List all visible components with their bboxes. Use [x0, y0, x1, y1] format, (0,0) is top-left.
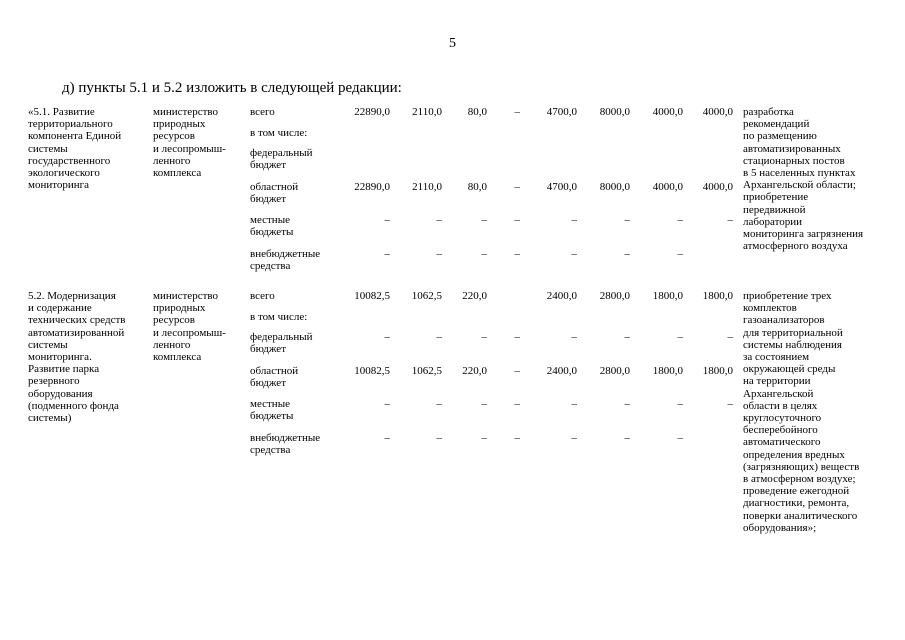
funding-source-line: в том числе:	[250, 127, 308, 139]
funding-value: –	[436, 331, 442, 343]
funding-value: 1800,0	[702, 290, 733, 302]
funding-source	[250, 127, 350, 139]
funding-value: –	[481, 248, 487, 260]
funding-source	[250, 147, 350, 171]
funding-value: 1062,5	[411, 290, 442, 302]
funding-source-line: бюджеты	[250, 226, 294, 239]
funding-value: –	[436, 398, 442, 410]
item-result-line: в 5 населенных пунктах	[743, 167, 856, 180]
item-name-line: и содержание	[28, 302, 92, 315]
funding-value: 1800,0	[652, 290, 683, 302]
funding-value: –	[481, 214, 487, 226]
item-name-line: мониторинга	[28, 179, 90, 192]
item-name-line: государственного	[28, 154, 111, 167]
funding-value: 80,0	[467, 181, 487, 193]
funding-source-line: бюджет	[250, 377, 286, 390]
funding-value: 2800,0	[599, 290, 630, 302]
funding-value: –	[571, 432, 577, 444]
funding-source-line: областной	[250, 365, 299, 377]
item-name-line: оборудования	[28, 387, 93, 400]
item-result-line: разработка	[743, 106, 794, 118]
funding-source-line: внебюджетные	[250, 432, 321, 444]
item-executor-line: ленного	[153, 154, 191, 167]
funding-value: –	[624, 214, 630, 226]
funding-value: –	[624, 248, 630, 260]
funding-value: –	[514, 181, 520, 193]
funding-source-line: областной	[250, 181, 299, 193]
item-result-line: газоанализаторов	[743, 314, 825, 327]
funding-value: –	[436, 432, 442, 444]
funding-source	[250, 290, 350, 302]
funding-source	[250, 106, 350, 118]
item-result-line: приобретение трех	[743, 290, 832, 302]
funding-value: –	[384, 432, 390, 444]
funding-source-line: местные	[250, 214, 290, 226]
item-name-line: технических средств	[28, 314, 126, 327]
funding-source	[250, 181, 350, 205]
funding-value: –	[727, 331, 733, 343]
item-name-line: резервного	[28, 375, 80, 388]
item-executor-line: комплекса	[153, 167, 202, 180]
funding-source	[250, 398, 350, 422]
item-executor	[153, 106, 245, 179]
funding-source-line: бюджет	[250, 343, 286, 356]
page-number: 5	[449, 36, 456, 51]
funding-value: –	[677, 214, 683, 226]
item-name-line: 5.2. Модернизация	[28, 290, 116, 302]
item-name	[28, 290, 148, 424]
funding-value: –	[384, 248, 390, 260]
item-result-line: комплектов	[743, 302, 797, 315]
funding-value: 1800,0	[702, 365, 733, 377]
item-executor-line: ресурсов	[153, 130, 195, 143]
item-result-line: определения вредных	[743, 448, 845, 461]
item-executor-line: и лесопромыш-	[153, 326, 226, 339]
item-executor-line: министерство	[153, 106, 219, 118]
funding-source-line: федеральный	[250, 331, 313, 343]
item-name-line: территориального	[28, 118, 113, 131]
funding-value: –	[481, 398, 487, 410]
item-name-line: мониторинга.	[28, 351, 92, 364]
amendment-intro: д) пункты 5.1 и 5.2 изложить в следующей редакции:	[62, 80, 402, 96]
funding-value: 220,0	[462, 290, 487, 302]
funding-value: –	[436, 248, 442, 260]
funding-value: –	[677, 248, 683, 260]
funding-source-line: всего	[250, 290, 275, 302]
funding-value: –	[677, 432, 683, 444]
funding-value: –	[677, 398, 683, 410]
item-result-line: лаборатории	[743, 215, 803, 228]
funding-value: 4700,0	[546, 106, 577, 118]
item-result-line: области в целях	[743, 399, 818, 412]
item-name-line: системы	[28, 338, 68, 351]
funding-value: –	[514, 398, 520, 410]
item-result-line: мониторинга загрязнения	[743, 228, 864, 241]
funding-value: 4000,0	[702, 106, 733, 118]
item-executor-line: и лесопромыш-	[153, 142, 226, 155]
funding-source-line: бюджет	[250, 159, 286, 172]
item-name-line: автоматизированной	[28, 326, 125, 339]
funding-value: –	[727, 214, 733, 226]
funding-value: –	[514, 331, 520, 343]
funding-value: –	[514, 248, 520, 260]
funding-value: –	[624, 331, 630, 343]
funding-value: –	[481, 432, 487, 444]
funding-source-line: средства	[250, 444, 291, 457]
funding-source	[250, 432, 350, 456]
funding-value: –	[436, 214, 442, 226]
item-name-line: компонента Единой	[28, 130, 122, 143]
funding-source-line: бюджет	[250, 193, 286, 206]
funding-value: 8000,0	[599, 181, 630, 193]
funding-value: –	[571, 331, 577, 343]
item-result-line: автоматического	[743, 436, 821, 449]
funding-value: –	[384, 214, 390, 226]
funding-value: –	[624, 398, 630, 410]
funding-source	[250, 331, 350, 355]
funding-source	[250, 248, 350, 272]
item-result-line: бесперебойного	[743, 424, 818, 437]
funding-source	[250, 214, 350, 238]
funding-value: –	[384, 331, 390, 343]
funding-value: 80,0	[467, 106, 487, 118]
funding-value: 220,0	[462, 365, 487, 377]
item-result-line: системы наблюдения	[743, 338, 842, 351]
funding-value: –	[514, 106, 520, 118]
item-executor-line: комплекса	[153, 351, 202, 364]
funding-value: 2110,0	[412, 106, 442, 118]
item-result-line: атмосферного воздуха	[743, 240, 848, 253]
funding-value: 4000,0	[652, 106, 683, 118]
funding-value: 4700,0	[546, 181, 577, 193]
item-result-line: для территориальной	[743, 326, 843, 339]
item-name-line: (подменного фонда	[28, 399, 119, 412]
funding-value: –	[677, 331, 683, 343]
item-executor-line: ленного	[153, 338, 191, 351]
funding-source-line: бюджеты	[250, 410, 294, 423]
funding-source	[250, 365, 350, 389]
funding-value: 2400,0	[546, 365, 577, 377]
funding-value: 2800,0	[599, 365, 630, 377]
funding-value: 10082,5	[354, 290, 390, 302]
funding-source-line: местные	[250, 398, 290, 410]
funding-value: –	[384, 398, 390, 410]
funding-value: 4000,0	[702, 181, 733, 193]
item-executor-line: природных	[153, 302, 206, 315]
item-result	[743, 290, 893, 534]
item-result-line: по размещению	[743, 130, 817, 143]
item-name	[28, 106, 148, 191]
item-result-line: проведение ежегодной	[743, 485, 850, 498]
funding-value: –	[727, 398, 733, 410]
item-result-line: оборудования»;	[743, 521, 817, 534]
funding-value: 1800,0	[652, 365, 683, 377]
item-name-line: системы	[28, 142, 68, 155]
funding-value: 22890,0	[354, 181, 390, 193]
item-result-line: поверки аналитического	[743, 509, 858, 522]
item-result-line: диагностики, ремонта,	[743, 497, 850, 510]
funding-value: 22890,0	[354, 106, 390, 118]
funding-value: 2400,0	[546, 290, 577, 302]
item-name-line: экологического	[28, 167, 100, 180]
funding-value: 10082,5	[354, 365, 390, 377]
funding-source	[250, 311, 350, 323]
funding-source-line: всего	[250, 106, 275, 118]
item-name-line: системы)	[28, 412, 72, 425]
item-result-line: передвижной	[743, 203, 806, 216]
item-result-line: рекомендаций	[743, 118, 810, 131]
item-result-line: на территории	[743, 375, 811, 388]
funding-source-line: федеральный	[250, 147, 313, 159]
funding-value: –	[481, 331, 487, 343]
funding-value: –	[624, 432, 630, 444]
item-result-line: стационарных постов	[743, 154, 845, 167]
funding-source-line: внебюджетные	[250, 248, 321, 260]
funding-value: 1062,5	[411, 365, 442, 377]
item-executor-line: ресурсов	[153, 314, 195, 327]
funding-value: –	[571, 214, 577, 226]
item-result-line: за состоянием	[743, 351, 810, 364]
funding-source-line: средства	[250, 260, 291, 273]
funding-value: –	[571, 398, 577, 410]
funding-value: –	[514, 365, 520, 377]
item-executor	[153, 290, 245, 363]
item-result	[743, 106, 893, 252]
item-name-line: Развитие парка	[28, 363, 100, 376]
funding-value: –	[514, 214, 520, 226]
funding-value: 8000,0	[599, 106, 630, 118]
item-result-line: автоматизированных	[743, 142, 841, 155]
item-result-line: (загрязняющих) веществ	[743, 460, 860, 473]
item-result-line: Архангельской	[743, 387, 814, 400]
funding-value: –	[514, 432, 520, 444]
funding-value: 2110,0	[412, 181, 442, 193]
item-result-line: Архангельской области;	[743, 179, 856, 192]
item-result-line: в атмосферном воздухе;	[743, 473, 856, 486]
item-executor-line: министерство	[153, 290, 219, 302]
funding-value: –	[571, 248, 577, 260]
item-result-line: приобретение	[743, 191, 809, 204]
funding-value: 4000,0	[652, 181, 683, 193]
item-result-line: окружающей среды	[743, 363, 836, 376]
item-executor-line: природных	[153, 118, 206, 131]
item-name-line: «5.1. Развитие	[28, 106, 95, 118]
funding-source-line: в том числе:	[250, 311, 308, 323]
item-result-line: круглосуточного	[743, 412, 822, 425]
